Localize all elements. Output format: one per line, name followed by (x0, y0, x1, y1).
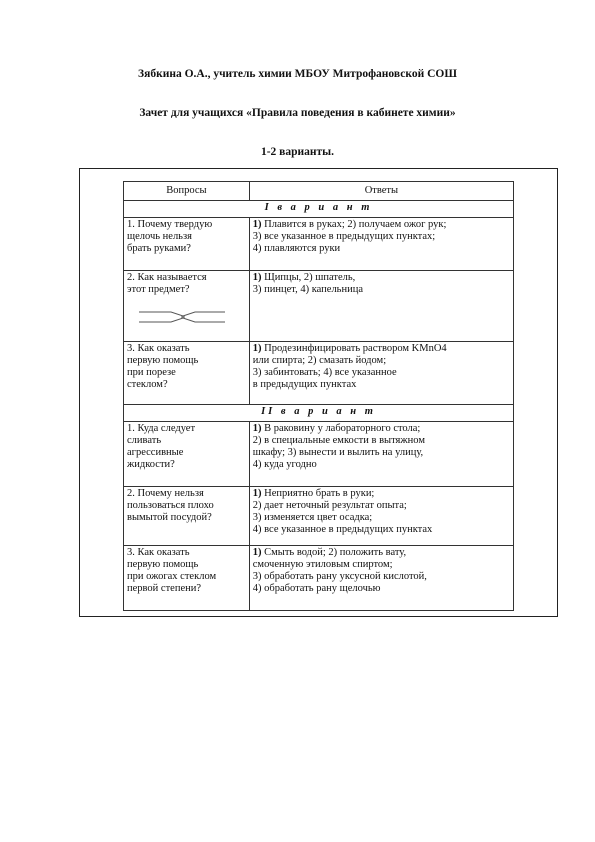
question-line: вымытой посудой? (127, 512, 212, 523)
answer-line: 3) все указанное в предыдущих пунктах; (252, 231, 436, 242)
answer-cell (249, 422, 513, 487)
question-line: 1. Куда следует (127, 423, 196, 434)
table-header-row (124, 182, 514, 201)
question-cell (124, 422, 250, 487)
question-line: 3. Как оказать (127, 547, 190, 558)
question-line: жидкости? (127, 459, 175, 470)
table-row (124, 422, 514, 487)
question-line: первую помощь (127, 355, 199, 366)
answer-line: 4) все указанное в предыдущих пунктах (252, 524, 433, 535)
question-line: этот предмет? (127, 284, 190, 295)
variant-row (124, 405, 514, 422)
question-line: при порезе (127, 367, 176, 378)
test-title: Зачет для учащихся «Правила поведения в кабинете химии» (139, 107, 456, 119)
answer-cell (249, 218, 513, 271)
question-line: первую помощь (127, 559, 199, 570)
tweezers-icon (137, 306, 227, 328)
question-line: при ожогах стеклом (127, 571, 217, 582)
answer-line: 4) плавляются руки (252, 243, 341, 254)
answer-line: Неприятно брать в руки; (264, 488, 375, 499)
author-line: Зябкина О.А., учитель химии МБОУ Митрофановской СОШ (138, 68, 457, 80)
answer-number: 1) (252, 547, 262, 558)
col-answers-header: Ответы (249, 182, 513, 201)
question-line: сливать (127, 435, 162, 446)
answer-number: 1) (252, 272, 262, 283)
question-cell (124, 342, 250, 405)
question-line: брать руками? (127, 243, 191, 254)
question-line: первой степени? (127, 583, 201, 594)
answer-cell (249, 546, 513, 611)
variants-note: 1-2 варианты. (260, 146, 335, 158)
answer-cell (249, 271, 513, 342)
variant-1-label: I в а р и а н т (124, 201, 514, 218)
quiz-table (123, 181, 514, 611)
answer-number: 1) (252, 488, 262, 499)
answer-line: 4) куда угодно (252, 459, 317, 470)
answer-line: смоченную этиловым спиртом; (252, 559, 393, 570)
answer-cell (249, 342, 513, 405)
answer-line: 4) обработать рану щелочью (252, 583, 381, 594)
answer-number: 1) (252, 219, 262, 230)
answer-line: шкафу; 3) вынести и вылить на улицу, (252, 447, 424, 458)
answer-line: Плавится в руках; 2) получаем ожог рук; (264, 219, 447, 230)
variant-row (124, 201, 514, 218)
table-row (124, 487, 514, 546)
question-line: агрессивные (127, 447, 184, 458)
answer-line: Смыть водой; 2) положить вату, (264, 547, 407, 558)
answer-line: В раковину у лабораторного стола; (264, 423, 421, 434)
question-line: 2. Почему нельзя (127, 488, 204, 499)
table-row (124, 342, 514, 405)
answer-line: Щипцы, 2) шпатель, (264, 272, 356, 283)
table-row (124, 546, 514, 611)
question-line: 2. Как называется (127, 272, 207, 283)
answer-line: 3) изменяется цвет осадка; (252, 512, 373, 523)
question-line: 3. Как оказать (127, 343, 190, 354)
answer-line: 2) в специальные емкости в вытяжном (252, 435, 425, 446)
question-line: 1. Почему твердую (127, 219, 213, 230)
col-questions-header: Вопросы (124, 182, 250, 201)
answer-line: 2) дает неточный результат опыта; (252, 500, 407, 511)
answer-line: или спирта; 2) смазать йодом; (252, 355, 387, 366)
answer-line: 3) забинтовать; 4) все указанное (252, 367, 397, 378)
question-line: пользоваться плохо (127, 500, 214, 511)
answer-cell (249, 487, 513, 546)
answer-line: Продезинфицировать раствором KMnO4 (264, 343, 447, 354)
answer-number: 1) (252, 343, 262, 354)
question-line: стеклом? (127, 379, 168, 390)
answer-line: в предыдущих пунктах (252, 379, 357, 390)
question-cell (124, 546, 250, 611)
table-row (124, 271, 514, 342)
variant-2-label: II в а р и а н т (124, 405, 514, 422)
table-row (124, 218, 514, 271)
answer-line: 3) обработать рану уксусной кислотой, (252, 571, 427, 582)
question-line: щелочь нельзя (127, 231, 192, 242)
question-cell (124, 218, 250, 271)
answer-number: 1) (252, 423, 262, 434)
answer-line: 3) пинцет, 4) капельница (252, 284, 363, 295)
question-cell (124, 487, 250, 546)
question-cell (124, 271, 250, 342)
